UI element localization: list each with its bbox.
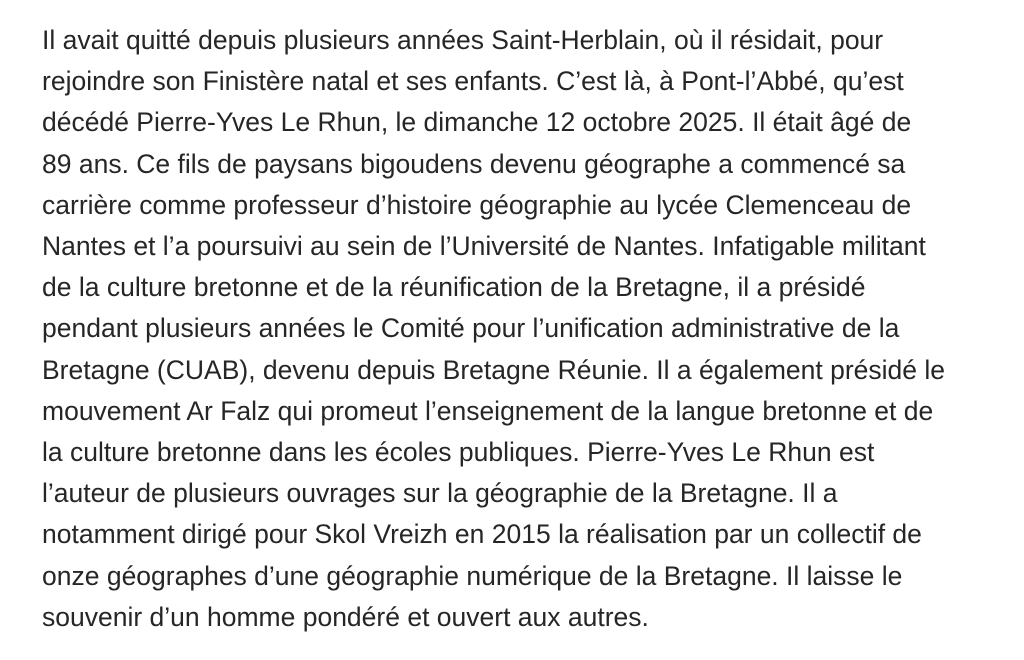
paragraph-line: carrière comme professeur d’histoire géographie au lycée Clemenceau de — [42, 189, 912, 220]
article-paragraph — [42, 20, 1002, 638]
paragraph-line: Nantes et l’a poursuivi au sein de l’Université de Nantes. Infatigable militant — [42, 231, 926, 262]
paragraph-line: l’auteur de plusieurs ouvrages sur la géographie de la Bretagne. Il a — [42, 478, 838, 509]
paragraph-line: la culture bretonne dans les écoles publiques. Pierre-Yves Le Rhun est — [42, 437, 875, 468]
paragraph-line: pendant plusieurs années le Comité pour l’unification administrative de la — [42, 313, 900, 344]
paragraph-line: Il avait quitté depuis plusieurs années Saint-Herblain, où il résidait, pour — [42, 25, 884, 55]
paragraph-line: notamment dirigé pour Skol Vreizh en 2015 la réalisation par un collectif de — [42, 519, 922, 550]
paragraph-line: rejoindre son Finistère natal et ses enfants. C’est là, à Pont-l’Abbé, qu’est — [42, 66, 904, 97]
paragraph-line: de la culture bretonne et de la réunification de la Bretagne, il a présidé — [42, 272, 866, 303]
paragraph-line: Bretagne (CUAB), devenu depuis Bretagne Réunie. Il a également présidé le — [42, 354, 946, 385]
paragraph-line: 89 ans. Ce fils de paysans bigoudens devenu géographe a commencé sa — [42, 148, 906, 179]
paragraph-line: décédé Pierre-Yves Le Rhun, le dimanche 12 octobre 2025. Il était âgé de — [42, 107, 912, 138]
paragraph-line: onze géographes d’une géographie numérique de la Bretagne. Il laisse le — [42, 560, 903, 591]
paragraph-line: souvenir d’un homme pondéré et ouvert aux autres. — [42, 601, 649, 632]
paragraph-line: mouvement Ar Falz qui promeut l’enseignement de la langue bretonne et de — [42, 395, 934, 426]
